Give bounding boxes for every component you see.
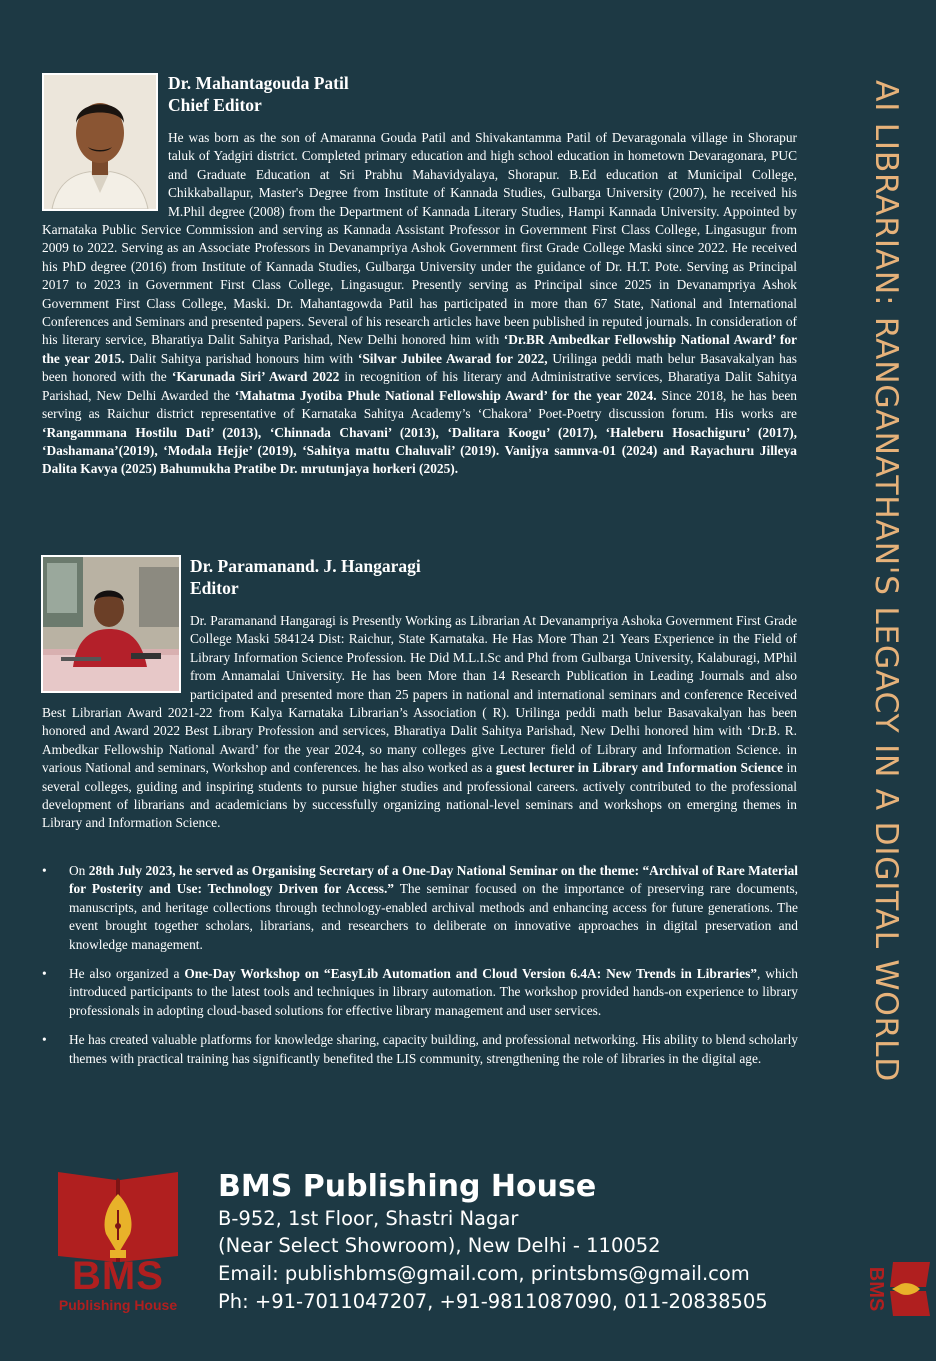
photo-float-spacer — [42, 129, 168, 213]
photo-float-spacer-2 — [42, 612, 190, 704]
publisher-address-line1: B-952, 1st Floor, Shastri Nagar — [218, 1207, 519, 1230]
chief-editor-role: Chief Editor — [168, 95, 262, 115]
bullet-marker: • — [42, 863, 47, 878]
editor-bio: Dr. Paramanand Hangaragi is Presently Working as Librarian At Devanampriya Ashoka Government First Grade College Maski 584124 Dist: Raichur, State Karnataka. He Has More Than 21 Years Experience in the Field of Library Information Science Profession. He Did M.L.I.Sc and Phd from Gulbarga University, Kalaburagi, MPhil from Annamalai University. He has been More than 14 Research Publication in Leading Journals and also participated and presented more than 25 papers in national and international seminars and conference Received Best Librarian Award 2021-22 from Kalya Karnataka Librarian’s Association ( R). Urilinga peddi math belur Basavakalyan has been honored and Award 2022 Best Library Profession and services, Bharatiya Dalit Sahitya Parishad, New Delhi honored him with ‘Dr.B. R. Ambedkar Fellowship National Award’ for the year 2024, so many colleges give Lecturer field of Library and Information Science. in various National and seminars, Workshop and conferences. he has also worked as a guest lecturer in Library and Information Science in several colleges, guiding and inspiring students to pursue higher studies and professional careers. actively contributed to the professional development of librarians and academicians by successfully organizing national-level seminars and workshops on emerging themes in Library and Information Science. — [42, 613, 798, 831]
list-item: • He also organized a One-Day Workshop on “EasyLib Automation and Cloud Version 6.4A: New Trends in Libraries”, which introduced participants to the latest tools and techniques in library automation. The workshop provided hands-on experience to library professionals in adopting cloud-based solutions for effective library management and user services. — [42, 966, 798, 1018]
logo-subtext: Publishing House — [58, 1297, 178, 1313]
publisher-logo — [54, 1166, 182, 1318]
bullet-marker: • — [42, 966, 47, 982]
editor-role: Editor — [190, 578, 239, 598]
chief-editor-name: Dr. Mahantagouda Patil — [168, 73, 349, 93]
editor-name: Dr. Paramanand. J. Hangaragi — [190, 556, 421, 576]
publisher-address-line2: (Near Select Showroom), New Delhi - 110052 — [218, 1234, 661, 1257]
spine-logo-icon — [862, 1258, 934, 1320]
activities-list — [42, 862, 798, 1079]
publisher-phone: Ph: +91-7011047207, +91-9811087090, 011-20838505 — [218, 1290, 768, 1313]
publisher-name: BMS Publishing House — [218, 1169, 597, 1204]
chief-editor-bio: He was born as the son of Amaranna Gouda Patil and Shivakantamma Patil of Devaragonala village in Shorapur taluk of Yadgiri district. Completed primary education and high school education in hometown Devaragonara, PUC and Graduate Education at Sri Prabhu Mahavidyalaya, Shorapur. B.Ed education at Municipal College, Chikkaballapur, Master's Degree from Institute of Kannada Studies, Gulbarga University (2007), he received his M.Phil degree (2008) from the Department of Kannada Literary Studies, Hampi Kannada University. Appointed by Karnataka Public Service Commission and serving as Kannada Assistant Professor in Government First Class College, Lingasugur from 2009 to 2022. Serving as an Associate Professors in Devanampriya Ashok Government first Grade College Maski since 2022. He received his PhD degree (2016) from Institute of Kannada Studies, Gulbarga University under the guidance of Dr. H.T. Pote. Serving as Principal 2017 to 2023 in Government First Class College, Lingasugur. Presently serving as Principal since 2025 in Devanampriya Ashok Government First Class College, Maski. Dr. Mahantagowda Patil has participated in more than 67 State, National and International Conferences and Seminars and presented papers. Several of his research articles have been published in reputed journals. In consideration of his literary service, Bharatiya Dalit Sahitya Parishad, New Delhi honored him with ‘Dr.BR Ambedkar Fellowship National Award’ for the year 2015. Dalit Sahitya parishad honours him with ‘Silvar Jubilee Awarad for 2022, Urilinga peddi math belur Basavakalyan has been honored with the ‘Karunada Siri’ Award 2022 in recognition of his literary and Administrative services, Bharatiya Dalit Sahitya Parishad, New Delhi Awarded the ‘Mahatma Jyotiba Phule National Fellowship Award’ for the year 2024. Since 2018, he has been serving as Raichur district representative of Karnataka Sahitya Academy’s ‘Chakora’ Poet-Poetry discussion forum. His works are ‘Rangammana Hostilu Dati’ (2013), ‘Chinnada Chavani’ (2013), ‘Dalitara Koogu’ (2017), ‘Haleberu Hosachiguru’ (2017), ‘Dashamana’(2019), ‘Modala Hejje’ (2019), ‘Sahitya mattu Chaluvali’ (2019). Vanijya samnva-01 (2024) and Rayachuru Jilleya Dalita Kavya (2025) Bahumukha Pratibe Dr. mrutunjaya horkeri (2025). — [42, 130, 798, 477]
spine-logo — [862, 1258, 934, 1320]
publisher-email: Email: publishbms@gmail.com, printsbms@gmail.com — [218, 1262, 750, 1285]
list-item: • He has created valuable platforms for knowledge sharing, capacity building, and professional networking. His ability to blend scholarly themes with practical training has significantly benefited the LIS community, strengthening the role of libraries in the digital age. — [42, 1032, 798, 1066]
side-title-text: AI LIBRARIAN: RANGANATHAN'S LEGACY IN A DIGITAL WORLD — [868, 80, 904, 1082]
logo-text: BMS — [72, 1254, 164, 1298]
bullet-marker: • — [42, 1032, 47, 1048]
spine-logo-text: BMS — [865, 1266, 887, 1312]
list-item: • On 28th July 2023, he served as Organising Secretary of a One-Day National Seminar on the theme: “Archival of Rare Material for Posterity and Use: Technology Driven for Access.” The seminar focused on the importance of preserving rare documents, manuscripts, and heritage collections through technology-enabled archival methods and enhancing access for future generations. The event brought together scholars, librarians, and researchers to deliberate on innovative approaches in digital preservation and knowledge management. — [42, 863, 799, 952]
side-title — [862, 80, 910, 1180]
